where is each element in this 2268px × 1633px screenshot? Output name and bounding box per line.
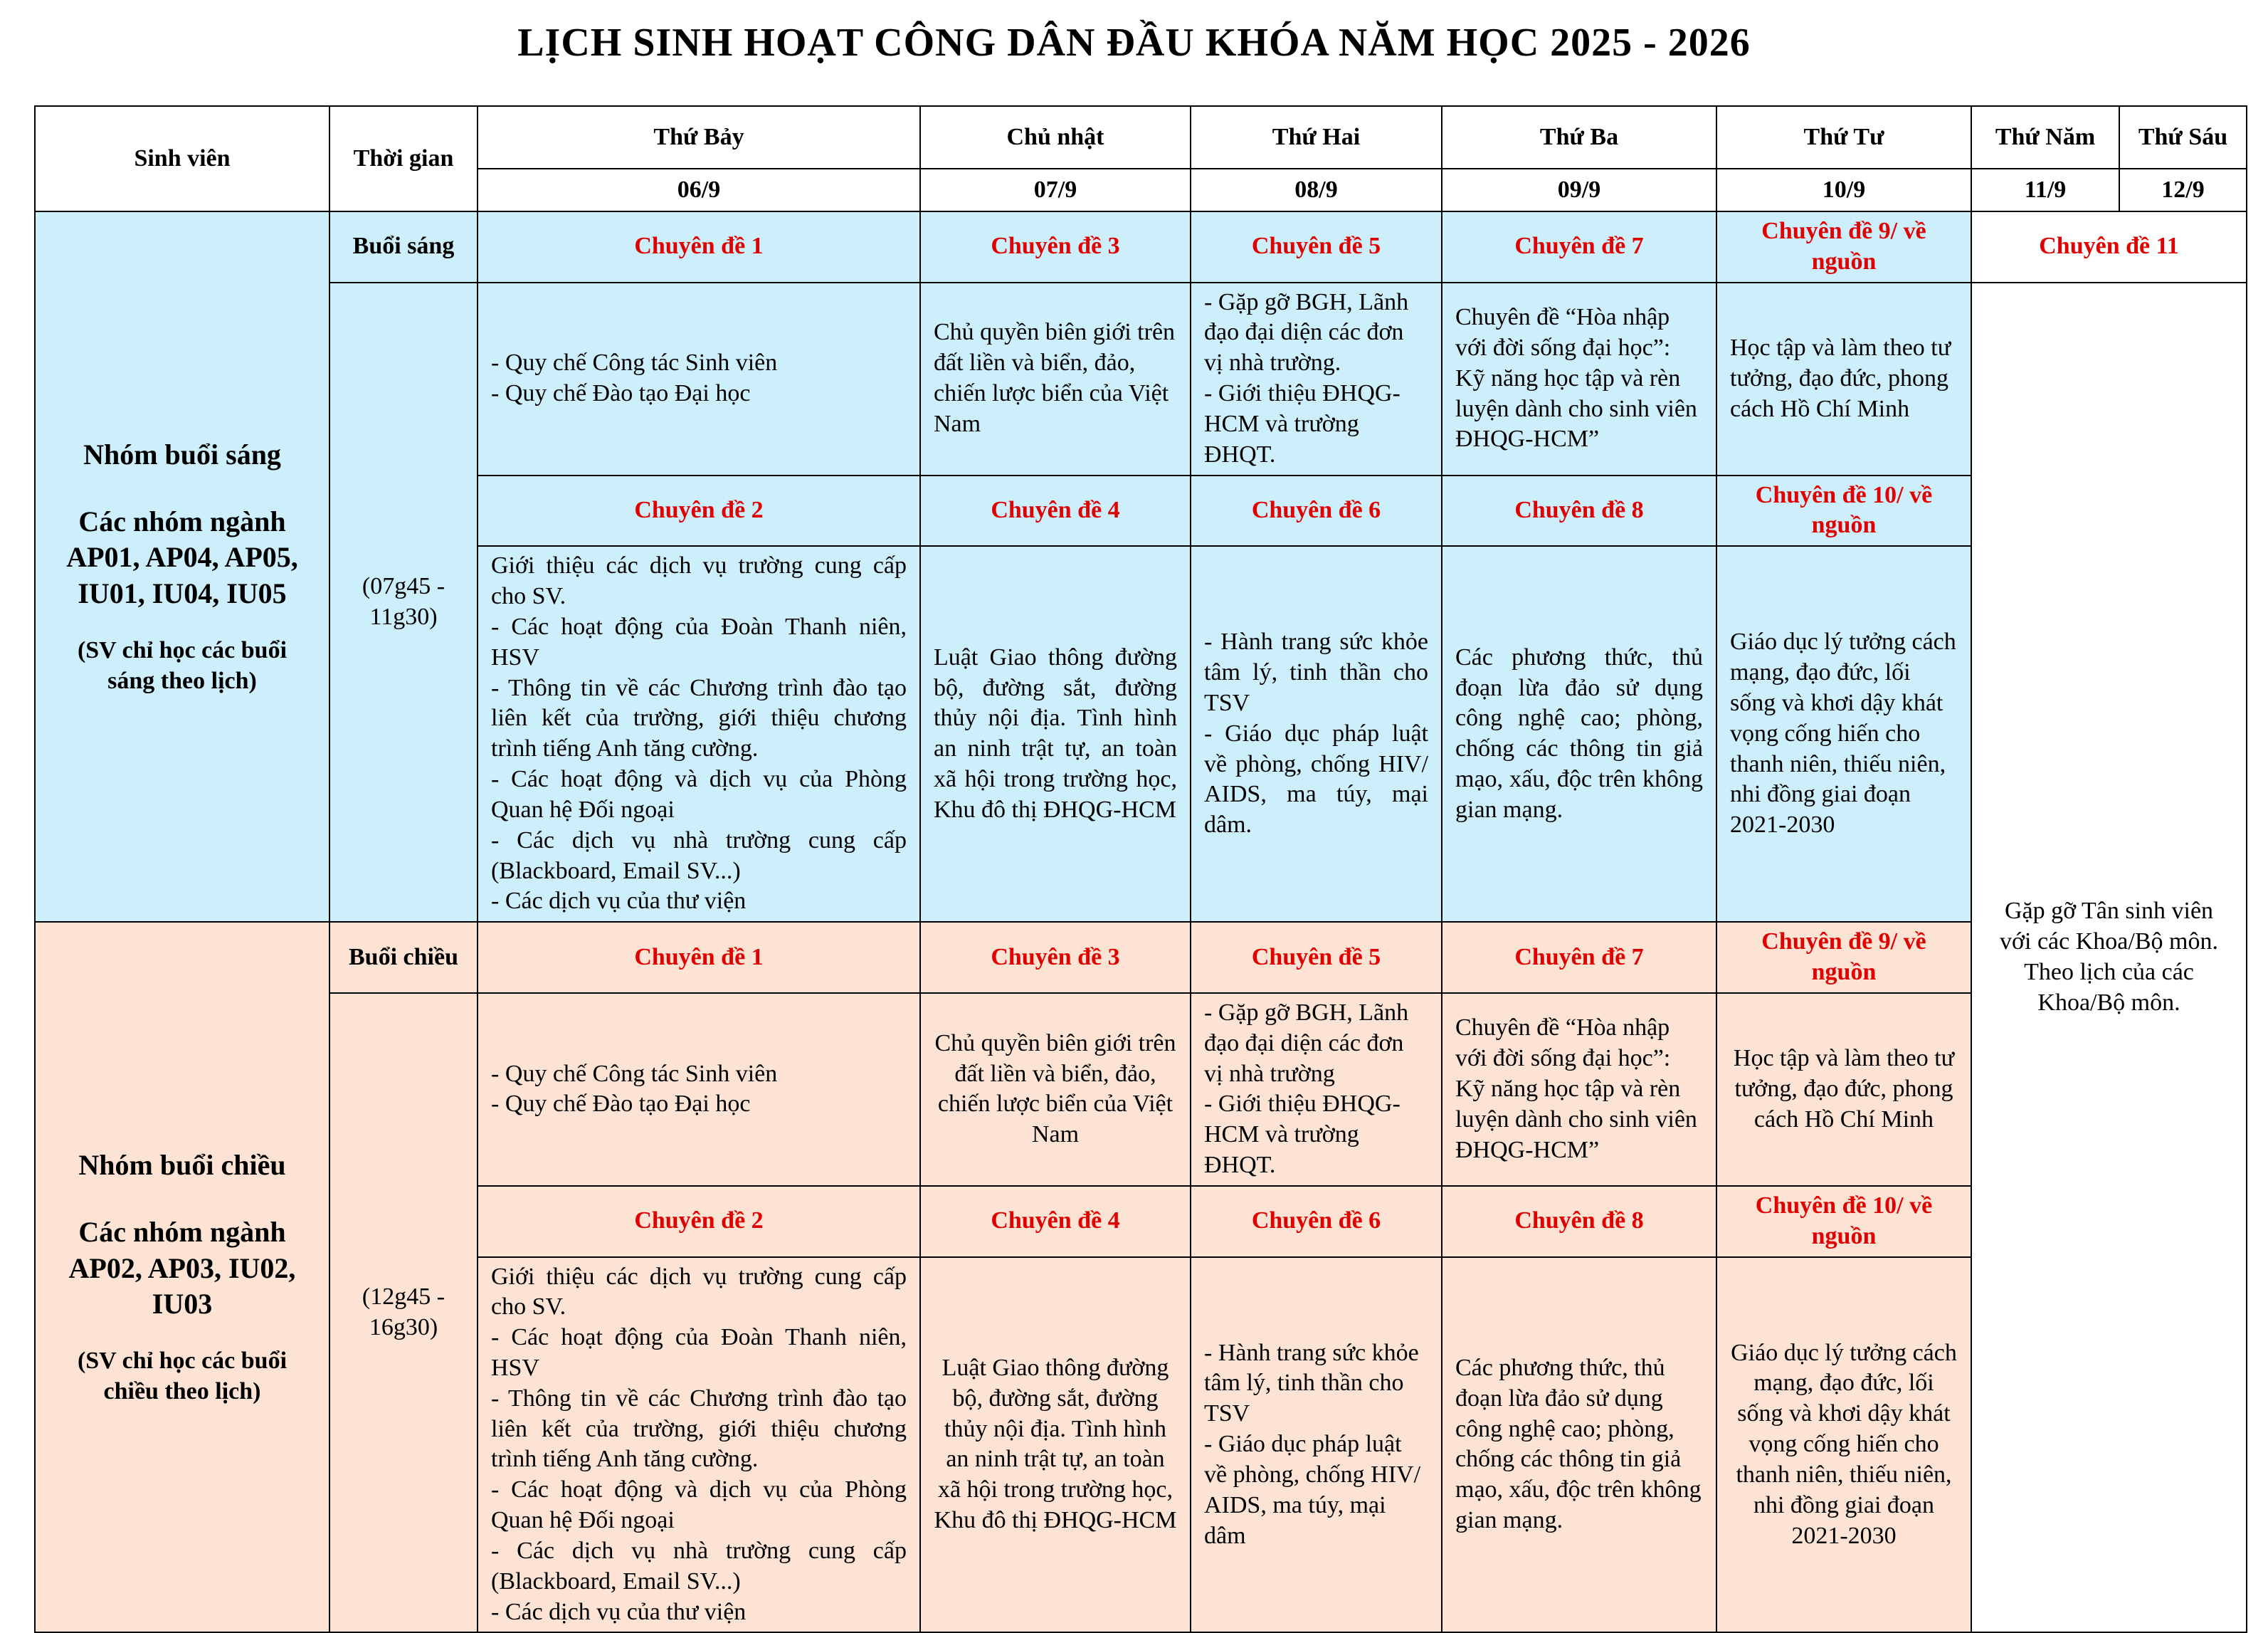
topic-content: - Quy chế Công tác Sinh viên - Quy chế Đào tạo Đại học [478, 993, 920, 1186]
topic-label: Chuyên đề 9/ về nguồn [1716, 211, 1971, 283]
topic-content: Giáo dục lý tưởng cách mạng, đạo đức, lối sống và khơi dậy khát vọng cống hiến cho thanh niên, thiếu niên, nhi đồng giai đoạn 2021-2030 [1716, 1257, 1971, 1633]
day-name: Thứ Sáu [2119, 106, 2247, 169]
topic-content: Giới thiệu các dịch vụ trường cung cấp cho SV. - Các hoạt động của Đoàn Thanh niên, HSV - Thông tin về các Chương trình đào tạo liên kết của trường, giới thiệu chương trình tiếng Anh tăng cường. - Các hoạt động và dịch vụ của Phòng Quan hệ Đối ngoại - Các dịch vụ nhà trường cung cấp (Blackboard, Email SV...) - Các dịch vụ của thư viện [478, 546, 920, 922]
group-note: (SV chỉ học các buổi sáng theo lịch) [77, 637, 288, 694]
faculty-meeting-cell: Gặp gỡ Tân sinh viên với các Khoa/Bộ môn. Theo lịch của các Khoa/Bộ môn. [1971, 283, 2247, 1633]
topic-label: Chuyên đề 5 [1191, 922, 1442, 993]
topic-content: Chuyên đề “Hòa nhập với đời sống đại học”: Kỹ năng học tập và rèn luyện dành cho sinh viên ĐHQG-HCM” [1442, 283, 1716, 476]
topic-label: Chuyên đề 7 [1442, 922, 1716, 993]
morning-topic-row-1 [35, 211, 2247, 283]
afternoon-content-row-1 [35, 993, 2247, 1186]
day-date: 07/9 [920, 169, 1191, 211]
topic-label: Chuyên đề 2 [478, 1186, 920, 1257]
topic-content: Giáo dục lý tưởng cách mạng, đạo đức, lối sống và khơi dậy khát vọng cống hiến cho thanh niên, thiếu niên, nhi đồng giai đoạn 2021-2030 [1716, 546, 1971, 922]
topic-label: Chuyên đề 6 [1191, 1186, 1442, 1257]
topic-content: Giới thiệu các dịch vụ trường cung cấp cho SV. - Các hoạt động của Đoàn Thanh niên, HSV - Thông tin về các Chương trình đào tạo liên kết của trường, giới thiệu chương trình tiếng Anh tăng cường. - Các hoạt động và dịch vụ của Phòng Quan hệ Đối ngoại - Các dịch vụ nhà trường cung cấp (Blackboard, Email SV...) - Các dịch vụ của thư viện [478, 1257, 920, 1633]
day-date: 09/9 [1442, 169, 1716, 211]
topic-content: Học tập và làm theo tư tưởng, đạo đức, phong cách Hồ Chí Minh [1716, 283, 1971, 476]
topic-label: Chuyên đề 4 [920, 1186, 1191, 1257]
topic-content: Học tập và làm theo tư tưởng, đạo đức, phong cách Hồ Chí Minh [1716, 993, 1971, 1186]
topic-label: Chuyên đề 8 [1442, 1186, 1716, 1257]
topic-label: Chuyên đề 1 [478, 922, 920, 993]
day-date: 06/9 [478, 169, 920, 211]
day-name: Chủ nhật [920, 106, 1191, 169]
topic-label: Chuyên đề 8 [1442, 476, 1716, 547]
topic-content: - Hành trang sức khỏe tâm lý, tinh thần cho TSV - Giáo dục pháp luật về phòng, chống HIV/ AIDS, ma túy, mại dâm [1191, 1257, 1442, 1633]
morning-content-row-1 [35, 283, 2247, 476]
topic-label: Chuyên đề 10/ về nguồn [1716, 1186, 1971, 1257]
topic-label: Chuyên đề 3 [920, 211, 1191, 283]
schedule-table [34, 105, 2247, 1633]
topic-label: Chuyên đề 7 [1442, 211, 1716, 283]
topic-label: Chuyên đề 5 [1191, 211, 1442, 283]
day-name: Thứ Bảy [478, 106, 920, 169]
topic-content: Chuyên đề “Hòa nhập với đời sống đại học”: Kỹ năng học tập và rèn luyện dành cho sinh viên ĐHQG-HCM” [1442, 993, 1716, 1186]
topic-content: - Quy chế Công tác Sinh viên - Quy chế Đào tạo Đại học [478, 283, 920, 476]
day-date: 10/9 [1716, 169, 1971, 211]
header-row-days [35, 106, 2247, 169]
topic-content: Chủ quyền biên giới trên đất liền và biển, đảo, chiến lược biển của Việt Nam [920, 283, 1191, 476]
topic-label: Chuyên đề 2 [478, 476, 920, 547]
topic-label: Chuyên đề 9/ về nguồn [1716, 922, 1971, 993]
session-time: (07g45 - 11g30) [329, 283, 478, 923]
day-date: 12/9 [2119, 169, 2247, 211]
session-label: Buổi chiều [329, 922, 478, 993]
session-time: (12g45 - 16g30) [329, 993, 478, 1633]
topic-label: Chuyên đề 4 [920, 476, 1191, 547]
topic-content: - Gặp gỡ BGH, Lãnh đạo đại diện các đơn vị nhà trường. - Giới thiệu ĐHQG-HCM và trường ĐHQT. [1191, 283, 1442, 476]
group-name: Nhóm buổi chiều [78, 1148, 286, 1181]
afternoon-topic-row-1 [35, 922, 2247, 993]
day-name: Thứ Ba [1442, 106, 1716, 169]
topic-content: Các phương thức, thủ đoạn lừa đảo sử dụng công nghệ cao; phòng, chống các thông tin giả mạo, xấu, độc trên không gian mạng. [1442, 546, 1716, 922]
time-column-header: Thời gian [329, 106, 478, 211]
topic-content: - Hành trang sức khỏe tâm lý, tinh thần cho TSV - Giáo dục pháp luật về phòng, chống HIV/ AIDS, ma túy, mại dâm. [1191, 546, 1442, 922]
topic-content: Luật Giao thông đường bộ, đường sắt, đường thủy nội địa. Tình hình an ninh trật tự, an toàn xã hội trong trường học, Khu đô thị ĐHQG-HCM [920, 1257, 1191, 1633]
day-name: Thứ Năm [1971, 106, 2119, 169]
day-name: Thứ Tư [1716, 106, 1971, 169]
topic-label: Chuyên đề 10/ về nguồn [1716, 476, 1971, 547]
topic-label: Chuyên đề 6 [1191, 476, 1442, 547]
topic-label: Chuyên đề 1 [478, 211, 920, 283]
group-name: Nhóm buổi sáng [83, 438, 281, 471]
day-name: Thứ Hai [1191, 106, 1442, 169]
topic-content: Các phương thức, thủ đoạn lừa đảo sử dụng công nghệ cao; phòng, chống các thông tin giả mạo, xấu, độc trên không gian mạng. [1442, 1257, 1716, 1633]
morning-group-cell [35, 211, 329, 922]
day-date: 11/9 [1971, 169, 2119, 211]
group-note: (SV chỉ học các buổi chiều theo lịch) [77, 1348, 288, 1405]
group-codes: Các nhóm ngành AP02, AP03, IU02, IU03 [68, 1216, 296, 1320]
group-codes: Các nhóm ngành AP01, AP04, AP05, IU01, IU04, IU05 [66, 505, 298, 609]
topic-content: Luật Giao thông đường bộ, đường sắt, đường thủy nội địa. Tình hình an ninh trật tự, an toàn xã hội trong trường học, Khu đô thị ĐHQG-HCM [920, 546, 1191, 922]
topic-content: - Gặp gỡ BGH, Lãnh đạo đại diện các đơn vị nhà trường - Giới thiệu ĐHQG-HCM và trường ĐHQT. [1191, 993, 1442, 1186]
afternoon-group-cell [35, 922, 329, 1632]
topic-label: Chuyên đề 3 [920, 922, 1191, 993]
day-date: 08/9 [1191, 169, 1442, 211]
page-title: LỊCH SINH HOẠT CÔNG DÂN ĐẦU KHÓA NĂM HỌC 2025 - 2026 [517, 21, 1751, 65]
session-label: Buổi sáng [329, 211, 478, 283]
topic-content: Chủ quyền biên giới trên đất liền và biển, đảo, chiến lược biển của Việt Nam [920, 993, 1191, 1186]
student-column-header: Sinh viên [35, 106, 329, 211]
topic-label: Chuyên đề 11 [1971, 211, 2247, 283]
